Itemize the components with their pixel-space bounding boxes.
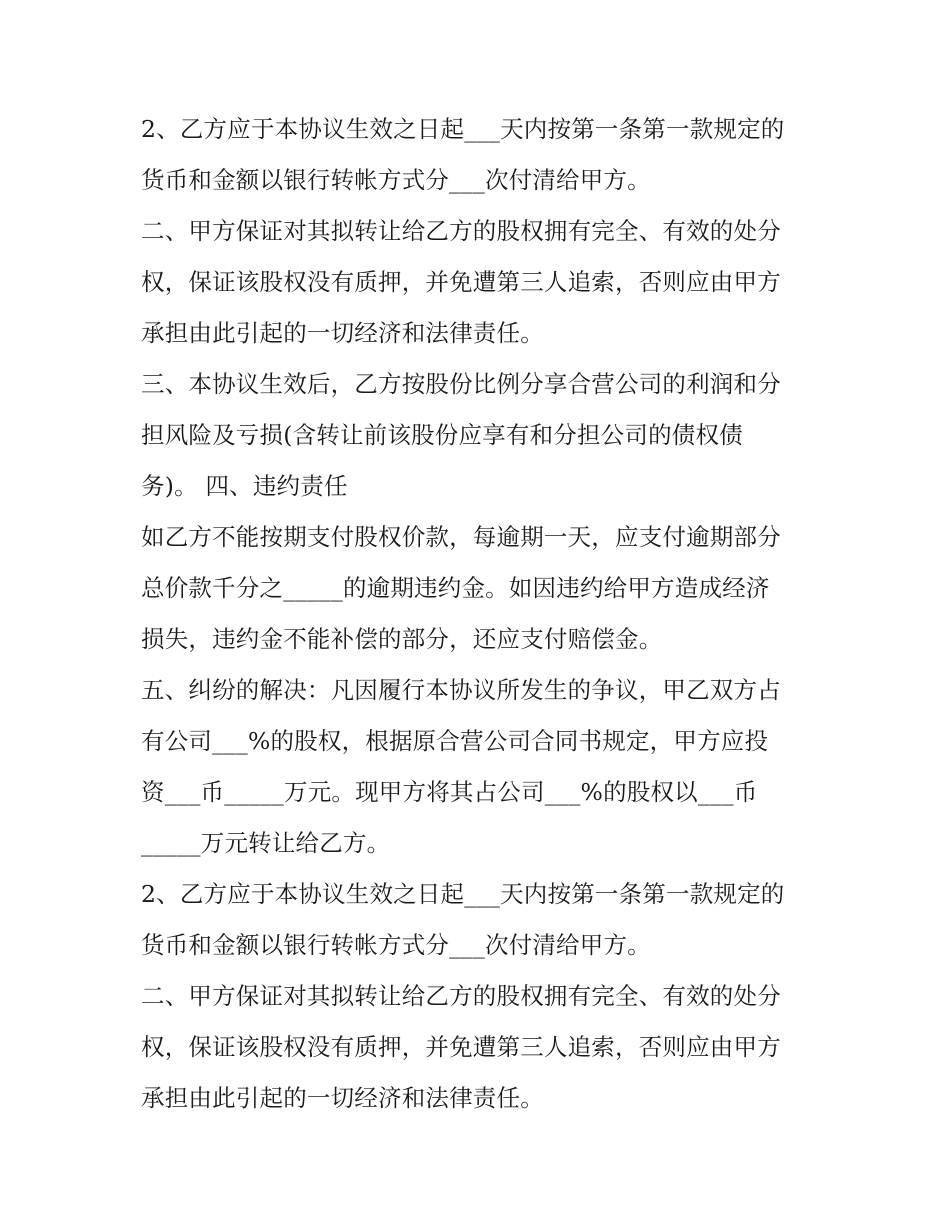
text-line: 总价款千分之_____的逾期违约金。如因违约给甲方造成经济	[141, 574, 770, 602]
text-line: 担风险及亏损(含转让前该股份应享有和分担公司的债权债	[141, 421, 743, 449]
text-line: 五、纠纷的解决：凡因履行本协议所发生的争议，甲乙双方占	[141, 676, 781, 704]
text-line: 2、乙方应于本协议生效之日起___天内按第一条第一款规定的	[141, 880, 785, 908]
text-line: 资___币_____万元。现甲方将其占公司___%的股权以___币	[141, 778, 758, 806]
text-line: 有公司___%的股权，根据原合营公司合同书规定，甲方应投	[141, 727, 769, 755]
text-line: 权，保证该股权没有质押，并免遭第三人追索，否则应由甲方	[141, 1033, 781, 1061]
text-line: 承担由此引起的一切经济和法律责任。	[141, 319, 544, 347]
text-line: 权，保证该股权没有质押，并免遭第三人追索，否则应由甲方	[141, 268, 781, 296]
text-line: 三、本协议生效后，乙方按股份比例分享合营公司的利润和分	[141, 370, 781, 398]
text-line: 如乙方不能按期支付股权价款，每逾期一天，应支付逾期部分	[141, 523, 781, 551]
text-line: 二、甲方保证对其拟转让给乙方的股权拥有完全、有效的处分	[141, 217, 781, 245]
text-line: 2、乙方应于本协议生效之日起___天内按第一条第一款规定的	[141, 115, 785, 143]
text-line: 承担由此引起的一切经济和法律责任。	[141, 1084, 544, 1112]
text-line: _____万元转让给乙方。	[141, 829, 391, 857]
text-line: 货币和金额以银行转帐方式分___次付清给甲方。	[141, 931, 651, 959]
document-body	[141, 104, 831, 1124]
text-line: 务)。 四、违约责任	[141, 472, 348, 500]
text-line: 二、甲方保证对其拟转让给乙方的股权拥有完全、有效的处分	[141, 982, 781, 1010]
text-line: 货币和金额以银行转帐方式分___次付清给甲方。	[141, 166, 651, 194]
text-line: 损失，违约金不能补偿的部分，还应支付赔偿金。	[141, 625, 663, 653]
